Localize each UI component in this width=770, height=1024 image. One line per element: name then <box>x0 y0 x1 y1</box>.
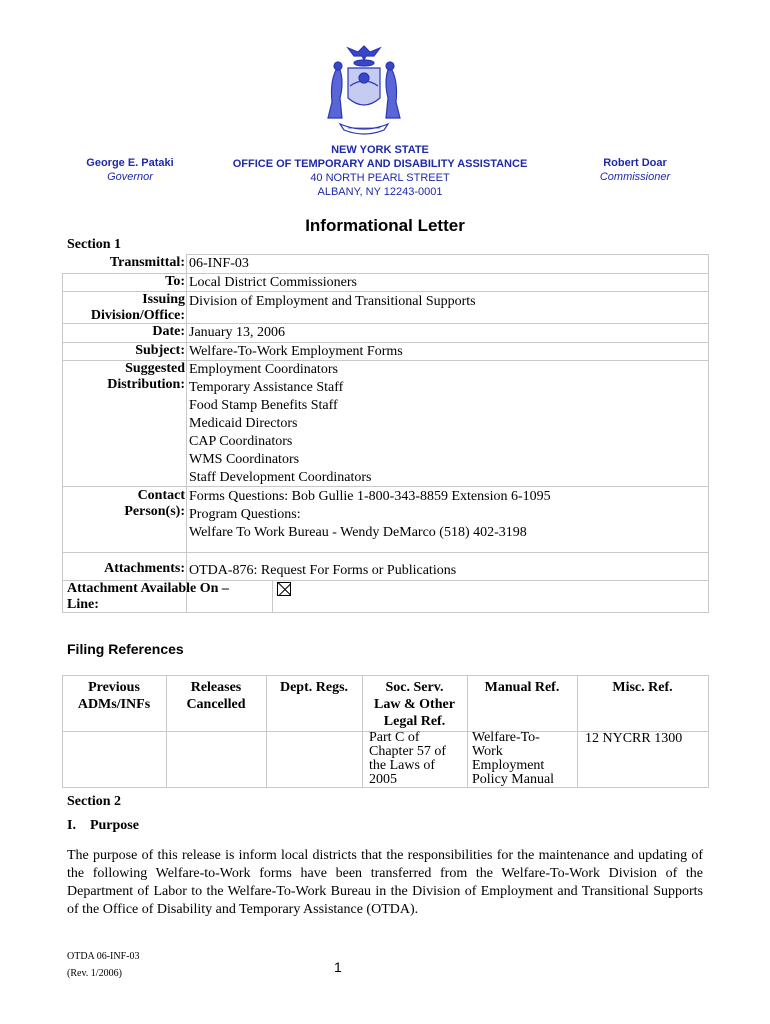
footer-doc-info <box>67 948 140 982</box>
contact-label <box>124 488 185 520</box>
contact-label-line2: Person(s): <box>124 504 185 519</box>
governor-title: Governor <box>107 171 153 183</box>
column-header-releases <box>166 679 266 713</box>
distribution-label-line2: Distribution: <box>107 377 185 392</box>
attachments-label: Attachments: <box>104 561 185 576</box>
header-line: Legal Ref. <box>383 714 446 729</box>
list-item: Staff Development Coordinators <box>189 470 372 485</box>
list-item: CAP Coordinators <box>189 434 293 449</box>
contact-label-line1: Contact <box>137 488 185 503</box>
section-2-heading: Section 2 <box>67 794 122 809</box>
header-line: Previous <box>88 680 140 695</box>
misc-cell: 12 NYCRR 1300 <box>585 731 683 746</box>
cell-line: 2005 <box>369 772 397 787</box>
column-header-dept-regs <box>266 679 362 696</box>
commissioner-name: Robert Doar <box>603 157 667 169</box>
footer-revision: (Rev. 1/2006) <box>67 968 122 979</box>
date-value: January 13, 2006 <box>189 325 286 340</box>
to-value: Local District Commissioners <box>189 275 357 290</box>
transmittal-table <box>62 254 709 614</box>
governor-name: George E. Pataki <box>86 157 174 169</box>
page-number: 1 <box>334 959 342 975</box>
online-label <box>67 581 229 613</box>
online-label-line1: Attachment Available On – <box>67 581 229 596</box>
attachments-value: OTDA-876: Request For Forms or Publications <box>189 563 457 578</box>
header-line: Manual Ref. <box>484 680 560 695</box>
issuing-label <box>91 292 185 324</box>
header-line: Dept. Regs. <box>279 680 349 695</box>
list-item: Welfare To Work Bureau - Wendy DeMarco (518) 402-3198 <box>189 525 527 540</box>
commissioner-title: Commissioner <box>599 171 671 183</box>
cell-line: Part C of <box>369 730 420 745</box>
purpose-title: Purpose <box>89 818 139 833</box>
city-address: ALBANY, NY 12243-0001 <box>317 186 443 198</box>
governor-block <box>70 156 190 184</box>
online-label-line2: Line: <box>67 597 99 612</box>
header-line: Law & Other <box>374 697 455 712</box>
issuing-value: Division of Employment and Transitional Supports <box>189 294 476 309</box>
list-item: Food Stamp Benefits Staff <box>189 398 338 413</box>
new-york-state-seal-icon <box>318 42 410 138</box>
column-header-soc-serv <box>362 679 467 730</box>
contact-list <box>189 488 551 542</box>
cell-line: the Laws of <box>369 758 436 773</box>
state-name: NEW YORK STATE <box>331 144 429 156</box>
cell-line: Chapter 57 of <box>369 744 446 759</box>
header-line: ADMs/INFs <box>77 697 151 712</box>
commissioner-block <box>575 156 695 184</box>
column-header-manual <box>467 679 577 696</box>
issuing-label-line2: Division/Office: <box>90 308 185 323</box>
purpose-number: I. <box>67 818 76 833</box>
soc-serv-cell <box>369 731 446 787</box>
list-item: Forms Questions: Bob Gullie 1-800-343-8859 Extension 6-1095 <box>189 489 551 504</box>
list-item: Temporary Assistance Staff <box>189 380 344 395</box>
column-header-previous <box>62 679 166 713</box>
manual-cell <box>472 731 554 787</box>
header-line: Soc. Serv. <box>385 680 444 695</box>
footer-doc-id: OTDA 06-INF-03 <box>67 951 140 962</box>
agency-header <box>200 143 560 199</box>
to-label: To: <box>165 274 185 289</box>
issuing-label-line1: Issuing <box>142 292 185 307</box>
list-item: Program Questions: <box>189 507 301 522</box>
header-line: Releases <box>190 680 242 695</box>
subject-label: Subject: <box>135 343 185 358</box>
cell-line: Welfare-To- <box>472 730 540 745</box>
transmittal-value: 06-INF-03 <box>189 256 249 271</box>
filing-references-table <box>62 675 709 787</box>
cell-line: Employment <box>472 758 545 773</box>
street-address: 40 NORTH PEARL STREET <box>310 172 450 184</box>
cell-line: Work <box>472 744 503 759</box>
office-name: OFFICE OF TEMPORARY AND DISABILITY ASSISTANCE <box>232 158 528 170</box>
cell-line: Policy Manual <box>472 772 555 787</box>
distribution-label-line1: Suggested <box>125 361 185 376</box>
distribution-label <box>107 361 185 393</box>
list-item: Employment Coordinators <box>189 362 338 377</box>
section-1-heading: Section 1 <box>67 237 122 252</box>
list-item: WMS Coordinators <box>189 452 300 467</box>
filing-references-heading: Filing References <box>67 641 184 657</box>
subject-value: Welfare-To-Work Employment Forms <box>189 344 403 359</box>
list-item: Medicaid Directors <box>189 416 298 431</box>
distribution-list <box>189 361 372 487</box>
purpose-heading <box>67 818 139 834</box>
transmittal-label: Transmittal: <box>109 255 185 270</box>
date-label: Date: <box>152 324 185 339</box>
header-line: Cancelled <box>186 697 246 712</box>
column-header-misc <box>577 679 708 696</box>
document-title: Informational Letter <box>305 216 465 235</box>
online-available-checkbox[interactable] <box>277 582 291 596</box>
purpose-paragraph: The purpose of this release is inform local districts that the responsibilities for the maintenance and updating of the following Welfare-to-Work forms have been transferred from the Welfare-To-Work Division of the Department of Labor to the Welfare-To-Work Bureau in the Division of Employment and Transitional Supports of the Office of Disability and Temporary Assistance (OTDA). <box>67 848 703 917</box>
header-line: Misc. Ref. <box>612 680 673 695</box>
